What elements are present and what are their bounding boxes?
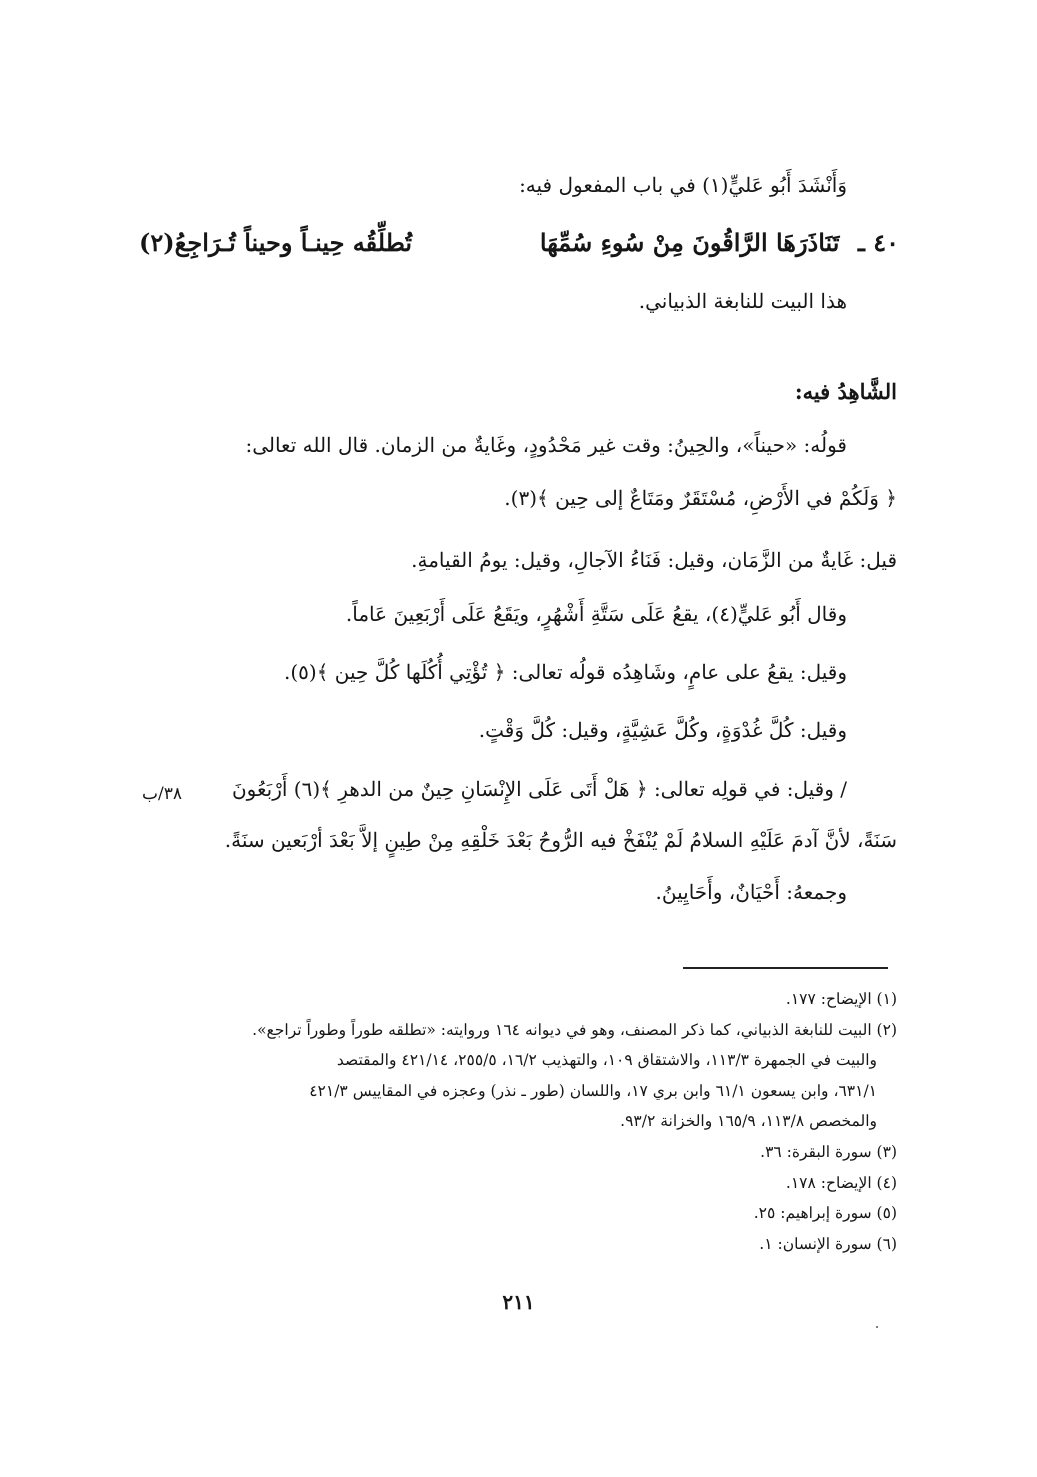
section-heading: الشَّاهِدُ فيه:: [794, 379, 897, 404]
footnote: (٦) سورة الإنسان: ١.: [759, 1235, 897, 1253]
body-line: وقيل: كُلَّ غُدْوَةٍ، وكُلَّ عَشِيَّةٍ، وقيل: كُلَّ وَقْتٍ.: [478, 718, 847, 742]
verse-number: ٤٠ ـ: [857, 228, 899, 257]
footnote: ٦٣١/١، وابن يسعون ٦١/١ وابن بري ١٧، واللسان (طور ـ نذر) وعجزه في المقاييس ٤٢١/٣: [309, 1082, 877, 1100]
body-line: قولُه: «حيناً»، والحِينُ: وقت غير مَحْدُودٍ، وغَايةٌ من الزمان. قال الله تعالى:: [245, 433, 847, 457]
body-line: سَنَةً، لأنَّ آدمَ عَلَيْهِ السلامُ لَمْ يُنْفَخْ فيه الرُّوحُ بَعْدَ خَلْقِهِ مِنْ طِينٍ إلاَّ بَعْدَ أرْبَعين سنَةً.: [224, 828, 897, 852]
verse-first-hemistich: [540, 225, 899, 261]
footnote: (١) الإيضاح: ١٧٧.: [785, 990, 897, 1008]
body-line: قيل: غَايةٌ من الزَّمَان، وقيل: فَنَاءُ الآجالِ، وقيل: يومُ القيامةِ.: [411, 548, 897, 572]
footnote: والمخصص ١١٣/٨، ١٦٥/٩ والخزانة ٩٣/٢.: [620, 1112, 877, 1130]
footnote: (٢) البيت للنابغة الذبياني، كما ذكر المصنف، وهو في ديوانه ١٦٤ وروايته: «تطلقه طوراً وطوراً تراجع».: [252, 1021, 897, 1039]
footnote: (٣) سورة البقرة: ٣٦.: [760, 1143, 897, 1161]
footnote: والبيت في الجمهرة ١١٣/٣، والاشتقاق ١٠٩، والتهذيب ١٦/٢، ٢٥٥/٥، ٤٢١/١٤ والمقتصد: [336, 1051, 877, 1069]
page-number: ٢١١: [502, 1290, 535, 1314]
margin-folio-note: ٣٨/ب: [142, 784, 182, 804]
footnote-divider: [683, 967, 888, 969]
body-line: وقال أَبُو عَليٍّ(٤)، يقعُ عَلَى سَتَّةِ أَشْهُرٍ، ويَقَعُ عَلَى أَرْبَعِينَ عَاماً.: [345, 602, 847, 626]
footnote: (٥) سورة إبراهيم: ٢٥.: [753, 1204, 897, 1222]
poetry-verse: [139, 225, 899, 261]
body-line: / وقيل: في قولِه تعالى: ﴿ هَلْ أَتَى عَلَى الإِنْسَانِ حِينٌ من الدهرِ ﴾(٦) أَرْبَعُونَ: [231, 777, 847, 801]
body-line: وقيل: يقعُ على عامٍ، وشَاهِدُه قولُه تعالى: ﴿ تُؤْتِي أُكُلَها كُلَّ حِين ﴾(٥).: [284, 660, 847, 684]
body-line: وجمعهُ: أَحْيَانٌ، وأَحَايِينُ.: [655, 880, 847, 904]
verse-second-hemistich: تُطلِّقُه حِينـاً وحيناً تُـرَاجِعُ(٢): [139, 228, 413, 257]
body-line: ﴿ وَلَكُمْ في الأَرْضِ، مُسْتَقَرٌ ومَتَاعٌ إلى حِين ﴾(٣).: [504, 486, 897, 510]
intro-line: وَأَنْشَدَ أَبُو عَليٍّ(١) في باب المفعول فيه:: [519, 173, 847, 197]
attribution-line: هذا البيت للنابغة الذبياني.: [638, 289, 847, 313]
footnote: (٤) الإيضاح: ١٧٨.: [785, 1174, 897, 1192]
speck-mark: [876, 1326, 878, 1328]
verse-first-text: تَنَاذَرَهَا الرَّاقُونَ مِنْ سُوءِ سُمِّهَا: [539, 228, 840, 257]
